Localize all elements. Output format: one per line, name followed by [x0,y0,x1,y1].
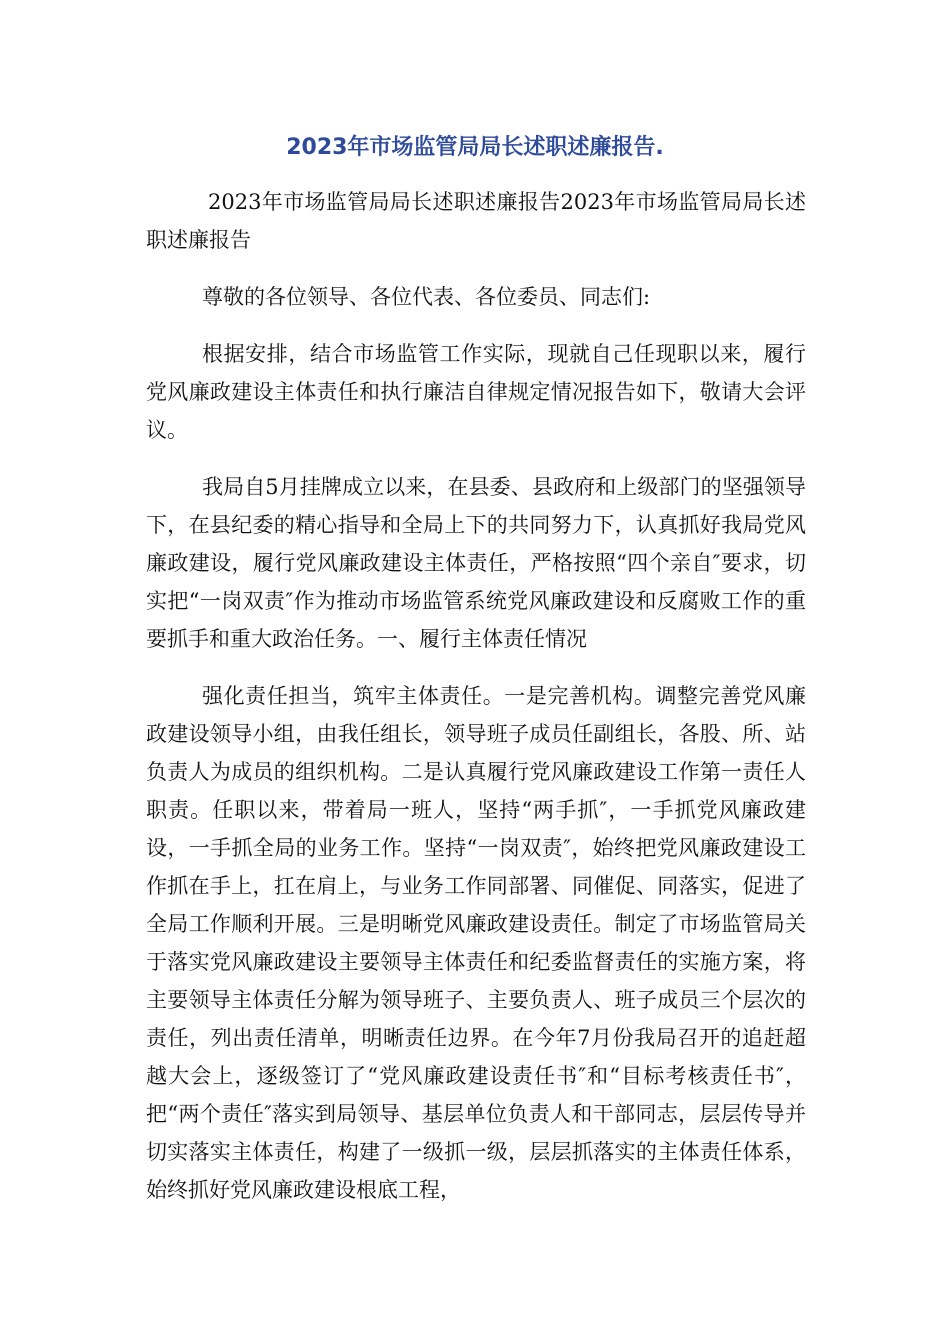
document-title: 2023年市场监管局局长述职述廉报告. [286,135,664,160]
intro-paragraph: 根据安排，结合市场监管工作实际，现就自己任现职以来，履行党风廉政建设主体责任和执行廉洁自律规定情况报告如下，敬请大会评议。 [146,342,806,442]
responsibility-paragraph: 强化责任担当，筑牢主体责任。一是完善机构。调整完善党风廉政建设领导小组，由我任组长，领导班子成员任副组长，各股、所、站负责人为成员的组织机构。二是认真履行党风廉政建设工作第一责任人职责。任职以来，带着局一班人，坚持“两手抓″，一手抓党风廉政建设，一手抓全局的业务工作。坚持“一岗双责″，始终把党风廉政建设工作抓在手上，扛在肩上，与业务工作同部署、同催促、同落实，促进了全局工作顺利开展。三是明晰党风廉政建设责任。制定了市场监管局关于落实党风廉政建设主要领导主体责任和纪委监督责任的实施方案，将主要领导主体责任分解为领导班子、主要负责人、班子成员三个层次的责任，列出责任清单，明晰责任边界。在今年7月份我局召开的追赶超越大会上，逐级签订了“党风廉政建设责任书″和“目标考核责任书″，把“两个责任″落实到局领导、基层单位负责人和干部同志，层层传导并切实落实主体责任，构建了一级抓一级，层层抓落实的主体责任体系，始终抓好党风廉政建设根底工程， [146,684,806,1202]
document-body [146,183,806,1228]
subtitle-paragraph: 2023年市场监管局局长述职述廉报告2023年市场监管局局长述职述廉报告 [146,190,806,252]
overview-paragraph: 我局自5月挂牌成立以来，在县委、县政府和上级部门的坚强领导下，在县纪委的精心指导和全局上下的共同努力下，认真抓好我局党风廉政建设，履行党风廉政建设主体责任，严格按照“四个亲自″要求，切实把“一岗双责″作为推动市场监管系统党风廉政建设和反腐败工作的重要抓手和重大政治任务。一、履行主体责任情况 [146,475,806,651]
salutation-paragraph: 尊敬的各位领导、各位代表、各位委员、同志们: [202,285,651,309]
